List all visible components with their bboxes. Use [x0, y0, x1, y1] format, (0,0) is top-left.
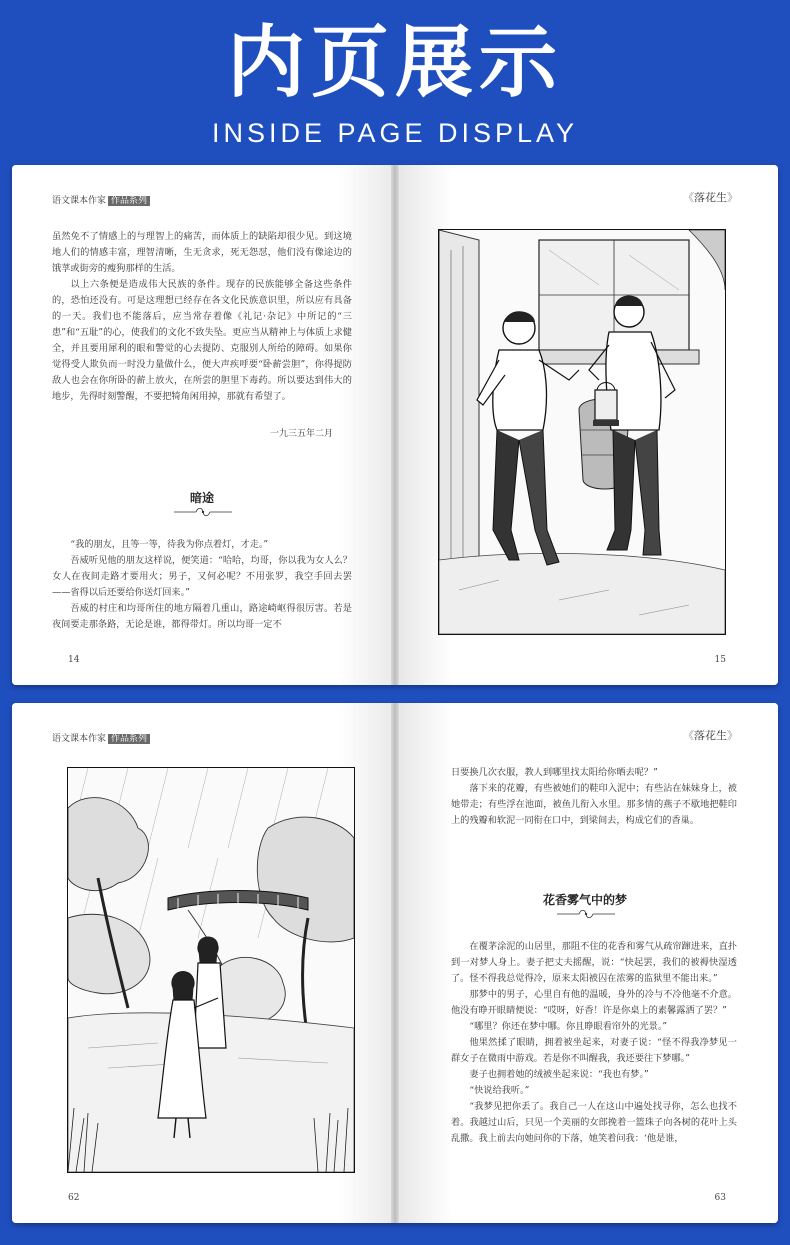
ornament-icon [555, 908, 617, 920]
page-number-left: 62 [68, 1193, 80, 1203]
right-page [395, 703, 778, 1223]
paragraph: 落下来的花瓣，有些被她们的鞋印入泥中；有些沾在妹妹身上，被她带走；有些浮在池面，被鱼儿衔入水里。那多情的燕子不歇地把鞋印上的残瓣和软泥一同衔在口中，到梁间去，构成它们的香巢。 [451, 783, 737, 826]
paragraph: 那梦中的男子，心里自有他的温暖，身外的冷与不冷他毫不介意。他没有睁开眼睛便说：“哎呀，好香！许是你桌上的素馨露洒了罢？” [451, 989, 737, 1016]
chapter-title: 花香雾气中的梦 [542, 893, 627, 907]
paragraph: “哪里？你还在梦中哪。你且睁眼看帘外的光景。” [469, 1021, 668, 1032]
paragraph: 在覆茅涂泥的山居里，那阻不住的花香和雾气从疏帘蹿进来，直扑到一对梦人身上。妻子把丈夫摇醒，说：“快起罢，我们的被褥快湿透了。怪不得我总觉得冷，原来太阳被囚在浓雾的监狱里不能出来。” [451, 941, 737, 984]
left-page [12, 165, 395, 685]
chapter-title: 暗途 [189, 491, 214, 505]
page-number-right: 63 [714, 1193, 726, 1203]
paragraph: 以上六条便是造成伟大民族的条件。现存的民族能够全备这些条件的，恐怕还没有。可是这理想已经存在各文化民族意识里，所以应有具备的一天。我们也不能落后，应当常存着像《礼记·杂记》中所记的“三患”和“五耻”的心，使我们的文化不致失坠。更应当从精神上与体质上求健全，并且要用犀利的眼和警觉的心去提防、克服别人所给的障碍。如果你觉得受人欺负而一时没力量做什么，便大声疾呼要“卧薪尝胆”，你得提防敌人也会在你所卧的薪上放火，在所尝的胆里下毒药。所以要达到伟大的地步，先得时刻警醒，不要把犄角闲用掉，那就有希望了。 [52, 279, 352, 402]
series-name: 语文课本作家 [52, 196, 107, 206]
running-header-left [52, 193, 150, 206]
book-spine [391, 165, 399, 685]
essay-date: 一九三五年二月 [270, 429, 334, 439]
book-title: 落花生 [694, 729, 727, 742]
running-header-right: 《落花生》 [683, 729, 738, 742]
book-spine [391, 703, 399, 1223]
book-spread-1 [12, 165, 778, 685]
paragraph: “我的朋友，且等一等，待我为你点着灯，才走。” [70, 539, 269, 550]
left-page [12, 703, 395, 1223]
body-text-2 [52, 537, 352, 633]
illustration-two-men-lantern [438, 229, 726, 635]
paragraph: 吾威的村庄和均哥所住的地方隔着几重山，路途崎岖得很厉害。若是夜间要走那条路，无论是谁，都得带灯。所以均哥一定不 [52, 603, 352, 630]
body-text [52, 229, 352, 405]
series-tag: 作品系列 [108, 734, 150, 744]
page-number-left: 14 [68, 655, 80, 665]
illustration-girls-in-rain [67, 767, 355, 1173]
series-tag: 作品系列 [108, 196, 150, 206]
series-name: 语文课本作家 [52, 734, 107, 744]
ornament-icon [172, 506, 234, 518]
paragraph: 妻子也拥着她的绒被坐起来说：“我也有梦。” [469, 1069, 649, 1080]
paragraph: 他果然揉了眼睛，拥着被坐起来，对妻子说：“怪不得我净梦见一群女子在微雨中游戏。若是你不叫醒我，我还要往下梦哪。” [451, 1037, 737, 1064]
page-subtitle: INSIDE PAGE DISPLAY [211, 118, 579, 148]
book-title: 落花生 [694, 191, 727, 204]
paragraph: “快说给我听。” [469, 1085, 530, 1096]
page-title: 内页展示 [226, 18, 563, 108]
right-page [395, 165, 778, 685]
paragraph: 日要换几次衣服，教人到哪里找太阳给你晒去呢？” [451, 767, 658, 778]
running-header-right: 《落花生》 [683, 191, 738, 204]
paragraph: 吾威听见他的朋友这样说，便笑道：“哈哈，均哥，你以我为女人么？女人在夜间走路才要用火；男子，又何必呢？不用张罗，我空手回去罢——省得以后还要给你送灯回来。” [52, 555, 352, 598]
paragraph: “我梦见把你丢了。我自己一人在这山中遍处找寻你，怎么也找不着。我越过山后，只见一个美丽的女郎挽着一篮珠子向各树的花叶上头乱撒。我上前去向她问你的下落，她笑着问我：‘他是谁， [451, 1101, 737, 1144]
paragraph: 虽然免不了情感上的与理智上的痛苦，而体质上的缺陷却很少见。到这境地人们的情感丰富，理智清晰，生无贪求，死无怨怼，他们没有像途边的饿莩或街旁的瘦狗那样的生活。 [52, 231, 352, 274]
running-header-left [52, 731, 150, 744]
book-spread-2 [12, 703, 778, 1223]
body-text-2 [451, 939, 737, 1147]
page-number-right: 15 [714, 655, 726, 665]
body-text [451, 765, 737, 829]
